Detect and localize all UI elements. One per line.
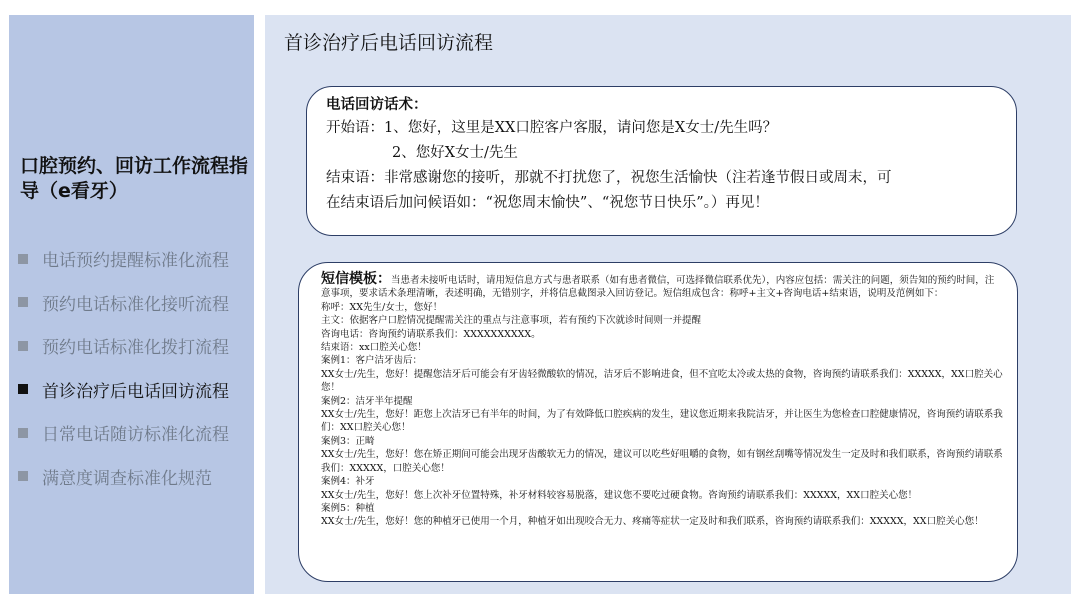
sms-line: 称呼：XX先生/女士，您好！ xyxy=(321,301,443,313)
sidebar xyxy=(9,15,254,594)
sidebar-item-phone-appointment-reminder[interactable] xyxy=(18,237,229,281)
sms-line: XX女士/先生，您好！您在矫正期间可能会出现牙齿酸软无力的情况，建议可以吃些好咀嚼的食物，如有钢丝刮嘴等情况发生一定及时和我们联系，咨询预约请联系我们：XXXXX，口腔关心您！ xyxy=(321,449,1003,474)
sms-line: 主文：依据客户口腔情况提醒需关注的重点与注意事项，若有预约下次就诊时间则一并提醒 xyxy=(321,315,702,327)
sidebar-item-first-visit-followup[interactable] xyxy=(18,368,229,412)
sms-intro-text: 当患者未接听电话时，请用短信息方式与患者联系（如有患者微信，可选择微信联系优先），内容应包括：需关注的问题，须告知的预约时间，注意事项，要求话术条理清晰，表述明确，无错别字，并将信息截图录入回访登记。短信组成包含：称呼+主文+咨询电话+结束语，说明及范例如下： xyxy=(321,275,995,300)
closing-line-1: 结束语：非常感谢您的接听，那就不打扰您了，祝您生活愉快（注若逢节假日或周末，可 xyxy=(326,170,892,186)
opening-line-1: 开始语：1、您好，这里是XX口腔客户客服，请问您是X女士/先生吗？ xyxy=(326,120,778,136)
sms-line: XX女士/先生，您好！您的种植牙已使用一个月，种植牙如出现咬合无力、疼痛等症状一定及时和我们联系，咨询预约请联系我们：XXXXX，XX口腔关心您！ xyxy=(321,516,984,528)
closing-line-2: 在结束语后加问候语如：“祝您周末愉快”、“祝您节日快乐”。）再见！ xyxy=(326,195,769,211)
sidebar-nav xyxy=(18,237,229,498)
sidebar-item-label: 预约电话标准化拨打流程 xyxy=(42,338,229,359)
sms-line: XX女士/先生，您好！提醒您洁牙后可能会有牙齿轻微酸软的情况，洁牙后不影响进食，但不宜吃太冷或太热的食物，咨询预约请联系我们：XXXXX，XX口腔关心您！ xyxy=(321,368,1003,394)
square-bullet-icon xyxy=(18,384,28,394)
sms-line: 案例2：洁牙半年提醒 xyxy=(321,395,413,407)
sms-line: 案例1：客户洁牙齿后： xyxy=(321,355,423,367)
main-panel xyxy=(265,15,1071,594)
sidebar-item-label: 满意度调查标准化规范 xyxy=(42,468,212,489)
sms-line: XX女士/先生，您好！您上次补牙位置特殊，补牙材料较容易脱落，建议您不要吃过硬食物。咨询预约请联系我们：XXXXX，XX口腔关心您！ xyxy=(321,489,918,501)
opening-line-2: 2、您好X女士/先生 xyxy=(392,145,518,161)
sms-template-box xyxy=(298,262,1018,582)
sidebar-item-appointment-call-answering[interactable] xyxy=(18,281,229,325)
sms-line: XX女士/先生，您好！距您上次洁牙已有半年的时间，为了有效降低口腔疾病的发生，建议您近期来我院洁牙，并让医生为您检查口腔健康情况，咨询预约请联系我们：XX口腔关心您！ xyxy=(321,409,1003,434)
phone-script-heading: 电话回访话术： xyxy=(326,96,428,113)
sms-line: 结束语：xx口腔关心您！ xyxy=(321,342,427,354)
sms-intro xyxy=(321,273,1003,301)
sms-line: 案例5：种植 xyxy=(321,502,375,514)
square-bullet-icon xyxy=(18,341,28,351)
square-bullet-icon xyxy=(18,254,28,264)
sidebar-item-daily-phone-followup[interactable] xyxy=(18,411,229,455)
sidebar-item-label: 电话预约提醒标准化流程 xyxy=(42,251,229,272)
square-bullet-icon xyxy=(18,428,28,438)
sms-line: 咨询电话：咨询预约请联系我们：XXXXXXXXXX。 xyxy=(321,328,541,340)
page-title: 首诊治疗后电话回访流程 xyxy=(284,32,494,54)
square-bullet-icon xyxy=(18,471,28,481)
sidebar-item-label: 预约电话标准化接听流程 xyxy=(42,294,229,315)
square-bullet-icon xyxy=(18,297,28,307)
sidebar-title: 口腔预约、回访工作流程指导（e看牙） xyxy=(20,155,249,202)
sidebar-item-label: 日常电话随访标准化流程 xyxy=(42,425,229,446)
sms-line: 案例3：正畸 xyxy=(321,435,375,447)
sms-template-heading: 短信模板： xyxy=(321,271,391,287)
sidebar-item-satisfaction-survey[interactable] xyxy=(18,455,229,499)
sidebar-item-label: 首诊治疗后电话回访流程 xyxy=(42,381,229,402)
sidebar-item-appointment-call-dialing[interactable] xyxy=(18,324,229,368)
phone-script-box xyxy=(306,86,1017,236)
sms-line: 案例4：补牙 xyxy=(321,476,375,488)
